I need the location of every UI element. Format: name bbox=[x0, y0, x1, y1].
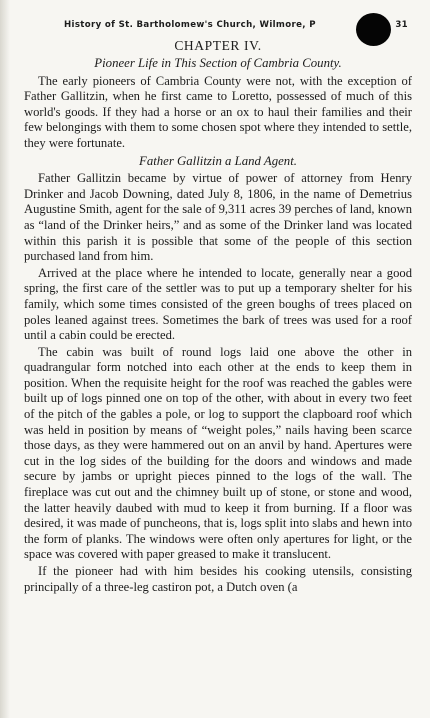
paragraph: The cabin was built of round logs laid one above the other in quadrangular form notched into each other at the ends to keep them in position. When the requisite height for the roof was reached the gables were built up of logs pinned one on top of the other, with about in every two feet of the pitch of the gables a pole, or log to support the clapboard roof which was held in position by means of “weight poles,” nails having been scarce those days, as they were hammered out on an anvil by hand. Apertures were cut in the log sides of the building for the doors and windows and made secure by jambs or upright pieces pinned to the logs of the wall. The fireplace was cut out and the chimney built up of stone, or stone and wood, the latter heavily daubed with mud to keep it from burning. If a floor was desired, it was made of puncheons, that is, logs split into slabs and hewn into the form of planks. The windows were often only apertures for light, or the space was covered with paper greased to make it translucent. bbox=[24, 344, 412, 562]
page-edge-shadow bbox=[0, 0, 10, 718]
chapter-heading: CHAPTER IV. bbox=[174, 38, 262, 53]
paragraph: The early pioneers of Cambria County were not, with the exception of Father Gallitzin, when he first came to Loretto, possessed of much of this world's goods. If they had a horse or an ox to haul their families and their few belongings with them to some chosen spot where they intended to settle, they were fortunate. bbox=[24, 73, 412, 150]
paragraph: If the pioneer had with him besides his cooking utensils, consisting principally of a three-leg castiron pot, a Dutch oven (a bbox=[24, 564, 412, 594]
punch-hole bbox=[356, 13, 391, 46]
paragraph: Father Gallitzin became by virtue of power of attorney from Henry Drinker and Jacob Downing, dated July 8, 1806, in the name of Demetrius Augustine Smith, agent for the sale of 9,311 acres 39 perches of land, known as “land of the Drinker heirs,” and as some of the Drinker land was located within this parish it is possible that some of the people of this section purchased land from him. bbox=[24, 171, 412, 264]
paragraph: Arrived at the place where he intended to locate, generally near a good spring, the first care of the settler was to put up a temporary shelter for his family, which some times consisted of the green boughs of trees placed on poles leaned against trees. Sometimes the bark of trees was used for a roof until a cabin could be erected. bbox=[24, 265, 412, 343]
page-number: 31 bbox=[395, 20, 408, 30]
running-head bbox=[24, 14, 412, 34]
page-body bbox=[24, 38, 412, 595]
running-head-title: History of St. Bartholomew's Church, Wilmore, P bbox=[64, 20, 316, 30]
section-heading-pioneer-life: Pioneer Life in This Section of Cambria County. bbox=[94, 56, 342, 70]
section-heading-land-agent: Father Gallitzin a Land Agent. bbox=[139, 153, 297, 168]
